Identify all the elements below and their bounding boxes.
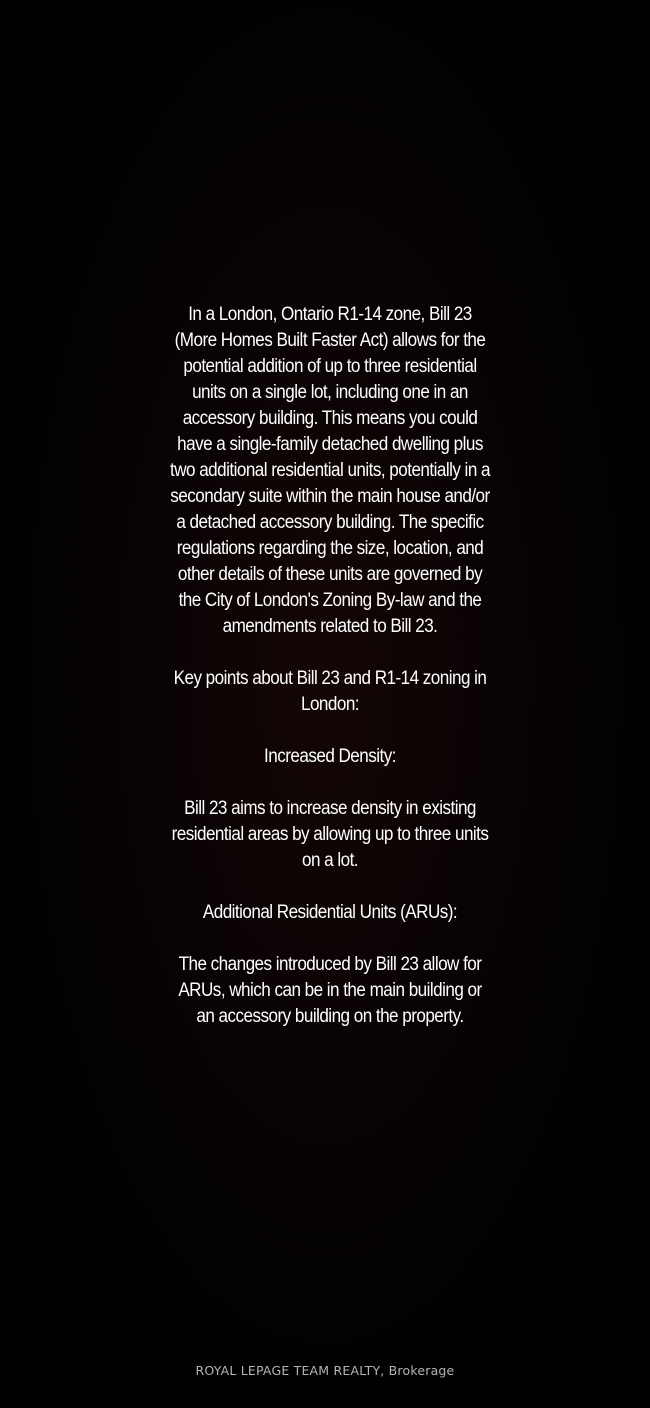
aru-heading: Additional Residential Units (ARUs): xyxy=(202,902,458,923)
increased-density-heading: Increased Density: xyxy=(264,746,396,767)
story-text-block xyxy=(168,302,492,1030)
aru-text: The changes introduced by Bill 23 allow for ARUs, which can be in the main building or an accessory building on the property. xyxy=(178,954,482,1027)
intro-paragraph: In a London, Ontario R1-14 zone, Bill 23 (More Homes Built Faster Act) allows for the potential addition of up to three residential units on a single lot, including one in an accessory building. This means you could have a single-family detached dwelling plus two additional residential units, potentially in a secondary suite within the main house and/or a detached accessory building. The specific regulations regarding the size, location, and other details of these units are governed by the City of London's Zoning By-law and the amendments related to Bill 23. xyxy=(170,304,490,637)
increased-density-text: Bill 23 aims to increase density in existing residential areas by allowing up to three units on a lot. xyxy=(171,798,489,871)
key-points-heading: Key points about Bill 23 and R1-14 zoning in London: xyxy=(173,668,487,715)
brokerage-footer: ROYAL LEPAGE TEAM REALTY, Brokerage xyxy=(195,1363,455,1378)
